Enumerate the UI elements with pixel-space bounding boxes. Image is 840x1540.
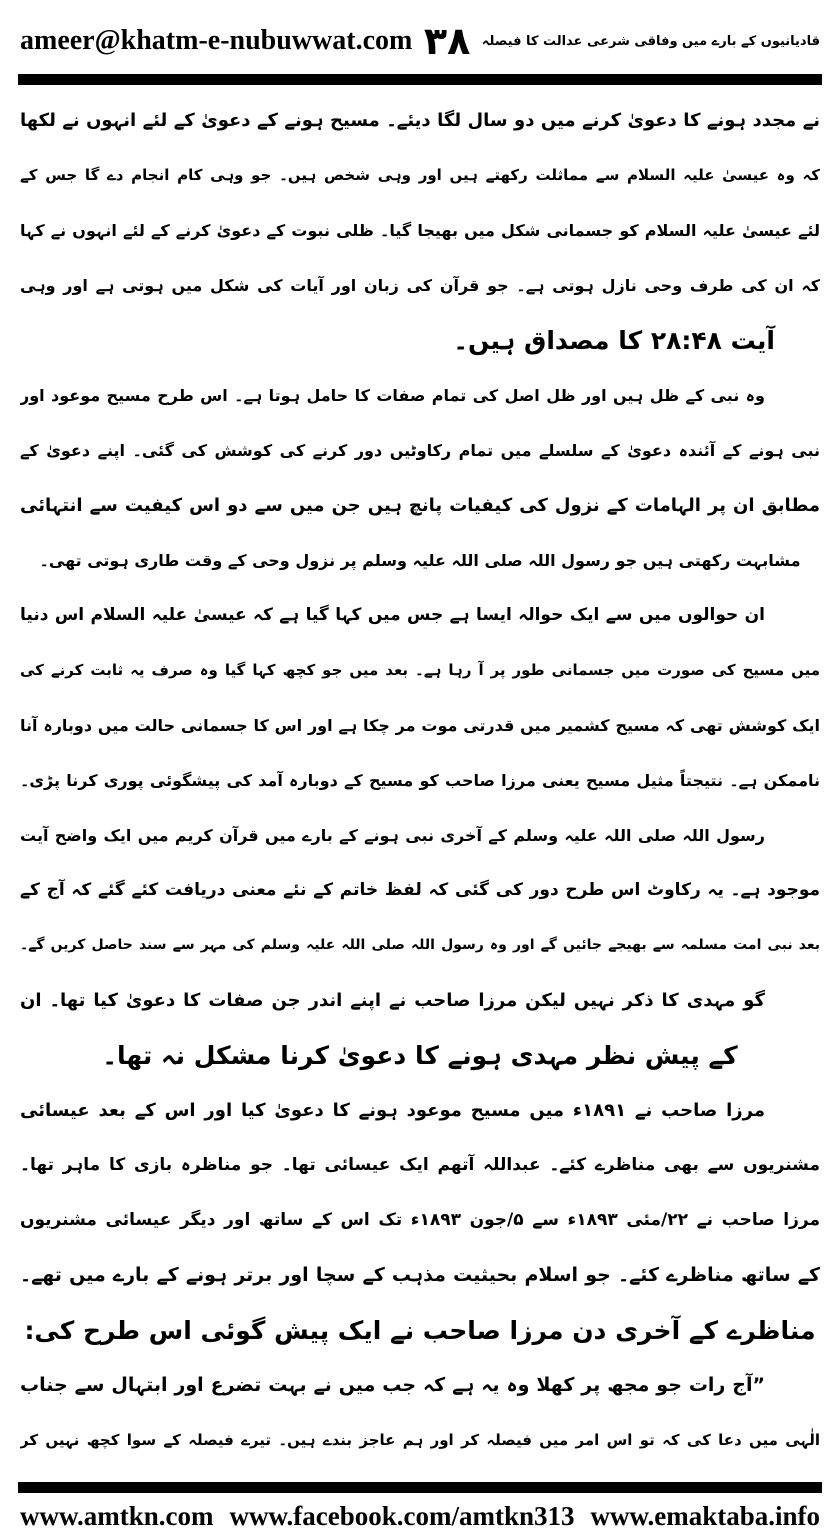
body-text [0, 93, 840, 1468]
page-title: قادیانیوں کے بارے میں وفاقی شرعی عدالت کا فیصلہ [481, 33, 820, 49]
text-line: ان حوالوں میں سے ایک حوالہ ایسا ہے جس میں کہا گیا ہے کہ عیسیٰ علیہ السلام اس دنیا [20, 605, 765, 625]
footer-rule [18, 1482, 822, 1493]
text-line: مطابق ان پر الہامات کے نزول کی کیفیات پانچ ہیں جن میں سے دو اس کیفیت سے انتہائی [20, 495, 820, 516]
footer-link: www.facebook.com/amtkn313 [229, 1501, 575, 1531]
text-line: گو مہدی کا ذکر نہیں لیکن مرزا صاحب نے اپنے اندر جن صفات کا دعویٰ کیا تھا۔ ان [20, 990, 765, 1011]
text-line: ناممکن ہے۔ نتیجتاً مثیل مسیح یعنی مرزا صاحب کو مسیح کے دوبارہ آمد کی پیشگوئی پوری کرنا پڑی۔ [20, 771, 820, 790]
text-line: وہ نبی کے ظل ہیں اور ظل اصل کی تمام صفات کا حامل ہوتا ہے۔ اس طرح مسیح موعود اور [20, 386, 765, 405]
text-line: کہ ان کی طرف وحی نازل ہوتی ہے۔ جو قرآن کی زبان اور آیات کی شکل میں ہوتی ہے اور وہی [20, 276, 820, 295]
text-line: رسول اللہ صلی اللہ علیہ وسلم کے آخری نبی ہونے کے بارے میں قرآن کریم میں ایک واضح آیت [20, 826, 765, 845]
footer-link: www.amtkn.com [20, 1501, 214, 1531]
text-line: مشنریوں سے بھی مناظرے کئے۔ عبداللہ آتھم ایک عیسائی تھا۔ جو مناظرہ بازی کا ماہر تھا۔ [20, 1155, 820, 1175]
text-line: آیت ۲۸:۴۸ کا مصداق ہیں۔ [453, 326, 775, 355]
page-footer [0, 1493, 840, 1532]
text-line: موجود ہے۔ یہ رکاوٹ اس طرح دور کی گئی کہ لفظ خاتم کے نئے معنی دریافت کئے گئے کہ آج کے [20, 880, 820, 900]
page-number: ۳۸ [423, 19, 471, 63]
text-line: ایک کوشش تھی کہ مسیح کشمیر میں قدرتی موت مر چکا ہے اور اس کا جسمانی حالت میں دوبارہ آنا [20, 716, 820, 735]
text-line: میں مسیح کی صورت میں جسمانی طور پر آ رہا ہے۔ بعد میں جو کچھ کہا گیا وہ صرف یہ ثابت کرنے کی [20, 661, 820, 679]
text-line: نے مجدد ہونے کا دعویٰ کرنے میں دو سال لگا دیئے۔ مسیح ہونے کے دعویٰ کے لئے انہوں نے لکھا [20, 110, 820, 131]
page-header [0, 0, 840, 70]
text-line: مرزا صاحب نے ۱۸۹۱ء میں مسیح موعود ہونے کا دعویٰ کیا اور اس کے بعد عیسائی [20, 1100, 765, 1121]
footer-link: www.emaktaba.info [590, 1501, 820, 1531]
text-line: نبی ہونے کے آئندہ دعویٰ کے سلسلے میں تمام رکاوٹیں دور کرنے کی کوشش کی گئی۔ اپنے دعویٰ کے [20, 441, 820, 460]
text-line: بعد نبی امت مسلمہ سے بھیجے جائیں گے اور وہ رسول اللہ صلی اللہ علیہ وسلم کی مہر سے سند حاصل کریں گے۔ [20, 937, 820, 953]
text-line: کہ وہ عیسیٰ علیہ السلام سے مماثلت رکھتے ہیں اور وہی شخص ہیں۔ جو وہی کام انجام دے گا جس کے [20, 166, 820, 184]
header-rule [18, 74, 822, 85]
text-line: مشابہت رکھتی ہیں جو رسول اللہ صلی اللہ علیہ وسلم پر نزول وحی کے وقت طاری ہوتی تھی۔ [39, 551, 801, 570]
text-line: لئے عیسیٰ علیہ السلام کو جسمانی شکل میں بھیجا گیا۔ ظلی نبوت کے دعویٰ کرنے کے لئے انہوں نے کہا [20, 221, 820, 240]
text-line: کے پیش نظر مہدی ہونے کا دعویٰ کرنا مشکل نہ تھا۔ [102, 1041, 738, 1070]
text-line: الٰہی میں دعا کی کہ تو اس امر میں فیصلہ کر اور ہم عاجز بندے ہیں۔ تیرے فیصلہ کے سوا کچھ نہیں کر [20, 1431, 820, 1449]
text-line: ”آج رات جو مجھ پر کھلا وہ یہ ہے کہ جب میں نے بہت تضرع اور ابتہال سے جناب [20, 1374, 765, 1396]
text-line: مناظرے کے آخری دن مرزا صاحب نے ایک پیش گوئی اس طرح کی: [24, 1316, 816, 1345]
text-line: کے ساتھ مناظرے کئے۔ جو اسلام بحیثیت مذہب کے سچا اور برتر ہونے کے بارے میں تھے۔ [20, 1264, 820, 1286]
header-email: ameer@khatm-e-nubuwwat.com [20, 25, 413, 56]
text-line: مرزا صاحب نے ۲۲/مئی ۱۸۹۳ء سے ۵/جون ۱۸۹۳ء تک اس کے ساتھ اور دیگر عیسائی مشنریوں [20, 1210, 820, 1230]
